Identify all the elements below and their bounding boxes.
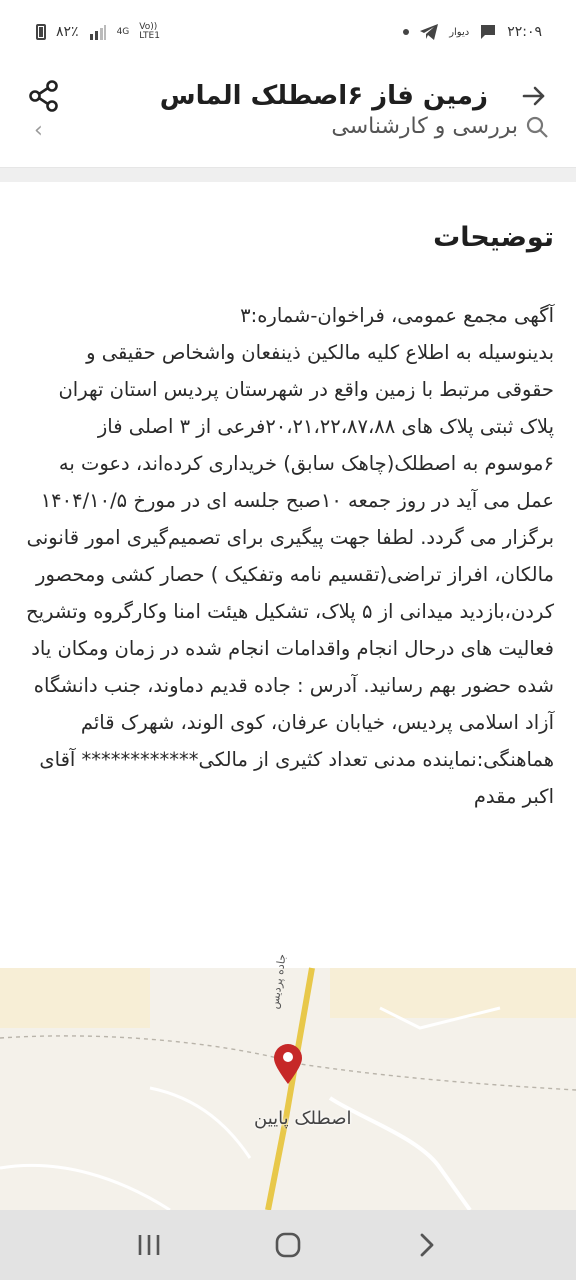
inspection-icon <box>524 114 550 140</box>
description-section <box>24 182 554 815</box>
back-button[interactable] <box>514 76 554 116</box>
system-back-button[interactable] <box>402 1220 452 1270</box>
share-button[interactable] <box>24 76 64 116</box>
network-type: 4G <box>116 26 130 37</box>
volte-indicator <box>139 23 160 41</box>
app-label: دیوار <box>449 26 470 38</box>
telegram-icon <box>419 23 439 41</box>
battery-icon <box>36 24 46 40</box>
section-divider <box>0 168 576 182</box>
back-chevron-icon <box>417 1232 437 1258</box>
signal-icon <box>89 24 107 40</box>
location-map[interactable] <box>0 953 576 1210</box>
system-nav-bar <box>0 1210 576 1280</box>
volte-bottom: LTE1 <box>139 31 160 41</box>
battery-percent: ۸۲٪ <box>56 24 79 40</box>
section-title: توضیحات <box>433 222 554 253</box>
dot-icon <box>403 29 409 35</box>
arrow-right-icon <box>521 83 547 109</box>
chevron-left-icon: ‹ <box>34 118 43 143</box>
recents-button[interactable] <box>124 1220 174 1270</box>
map-graphics <box>0 968 576 1210</box>
status-right <box>403 23 542 41</box>
volte-top: Vo)) <box>139 22 158 32</box>
message-icon <box>479 23 497 41</box>
home-icon <box>274 1231 302 1259</box>
page-title: زمین فاز ۶اصطلک الماس <box>159 81 488 111</box>
inspection-row-label: بررسی و کارشناسی <box>331 114 518 139</box>
road-label: جاده پردیس <box>268 953 289 1010</box>
clock: ۲۲:۰۹ <box>507 24 542 40</box>
home-button[interactable] <box>263 1220 313 1270</box>
place-label: اصطلک پایین <box>254 1108 352 1129</box>
status-left <box>36 23 160 41</box>
share-icon <box>28 80 60 112</box>
description-text: آگهی مجمع عمومی، فراخوان-شماره:۳ بدینوسیله به اطلاع کلیه مالکین ذینفعان واشخاص حقیقی و حقوقی مرتبط با زمین واقع در شهرستان پردیس استان تهران پلاک ثبتی پلاک های ۲۰،۲۱،۲۲،۸۷،۸۸فرعی از ۳ اصلی فاز ۶موسوم به اصطلک(چاهک سابق) خریداری کرده‌اند، دعوت به عمل می آید در روز جمعه ۱۰صبح جلسه ای در مورخ ۱۴۰۴/۱۰/۵ برگزار می گردد. لطفا جهت پیگیری برای تصمیم‌گیری امور قانونی مالکان، افراز تراضی(تقسیم نامه وتفکیک ) حصار کشی ومحصور کردن،بازدید میدانی از ۵ پلاک، تشکیل هیئت امنا وکارگروه وتشریح فعالیت های درحال انجام واقدامات انجام شده در زمان ومکان یاد شده حضور بهم رسانید. آدرس : جاده قدیم دماوند، جنب دانشگاه آزاد اسلامی پردیس، خیابان عرفان، کوی الوند، شهرک قائم هماهنگی:نماینده مدنی تعداد کثیری از مالکی************ آقای اکبر مقدم <box>26 304 554 808</box>
status-bar <box>0 0 576 64</box>
recents-icon <box>136 1233 162 1257</box>
inspection-row[interactable] <box>0 114 576 168</box>
